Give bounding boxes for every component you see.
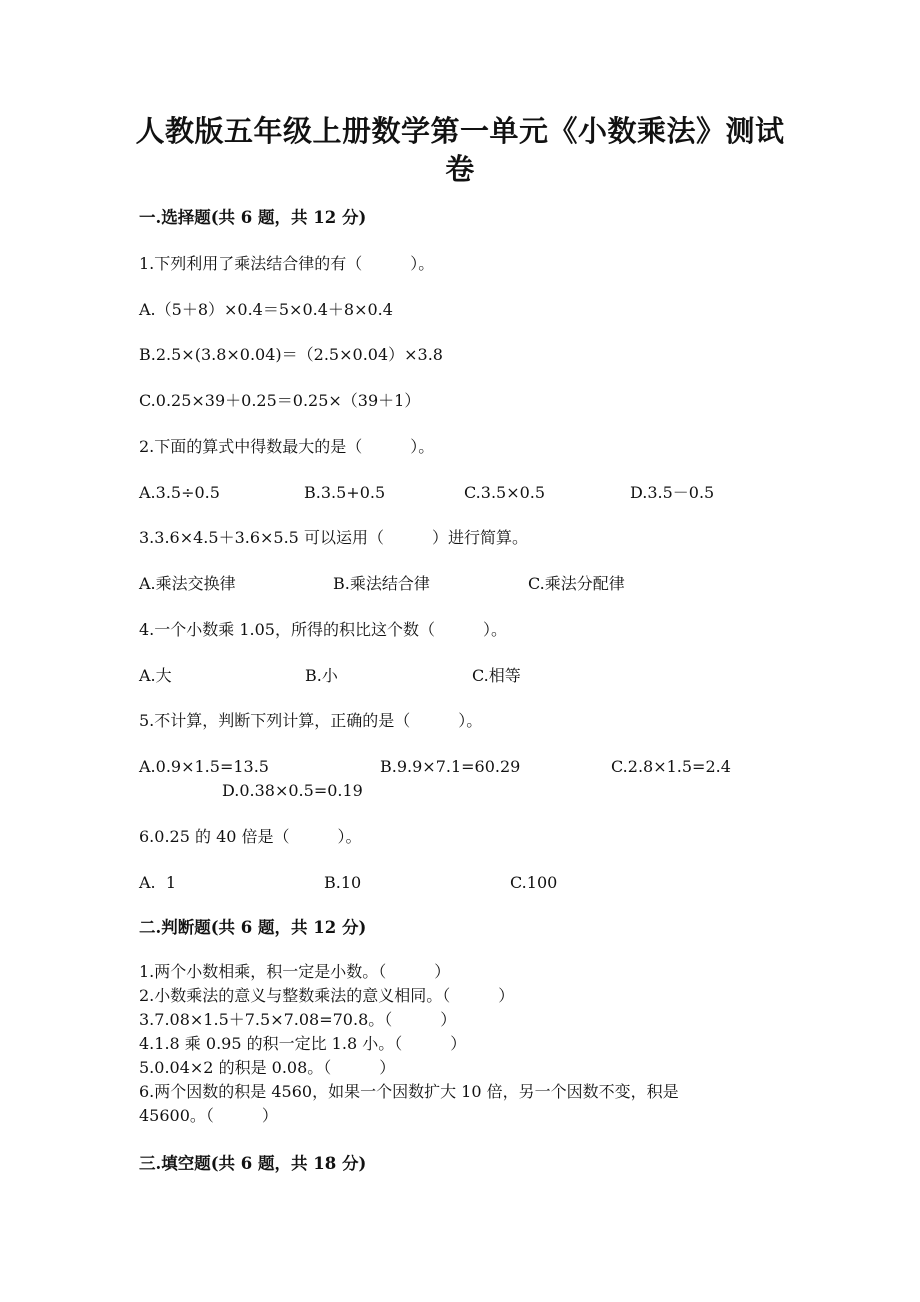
q3-option-a: A.乘法交换律 xyxy=(139,574,236,593)
q6-option-c: C.100 xyxy=(510,873,558,892)
q4-option-b: B.小 xyxy=(305,666,338,685)
judge-item-1: 1.两个小数相乘，积一定是小数。（ ） xyxy=(139,962,451,981)
q6-option-b: B.10 xyxy=(324,873,362,892)
q5-option-c: C.2.8×1.5=2.4 xyxy=(611,757,731,776)
q4-option-a: A.大 xyxy=(139,666,172,685)
q5-option-a: A.0.9×1.5=13.5 xyxy=(139,757,269,776)
q1-option-b: B.2.5×(3.8×0.04)＝（2.5×0.04）×3.8 xyxy=(139,345,443,364)
q5-option-b: B.9.9×7.1=60.29 xyxy=(380,757,521,776)
judge-item-5: 5.0.04×2 的积是 0.08。（ ） xyxy=(139,1058,396,1077)
section-2-heading: 二.判断题(共 6 题，共 12 分) xyxy=(139,918,367,937)
q6-option-a: A. 1 xyxy=(139,873,176,892)
q3-stem: 3.3.6×4.5＋3.6×5.5 可以运用（ ）进行简算。 xyxy=(139,528,528,547)
q1-option-a: A.（5＋8）×0.4＝5×0.4＋8×0.4 xyxy=(139,300,393,319)
q2-option-a: A.3.5÷0.5 xyxy=(139,483,220,502)
q4-option-c: C.相等 xyxy=(472,666,521,685)
q2-option-b: B.3.5+0.5 xyxy=(304,483,386,502)
title-line-2: 卷 xyxy=(445,152,475,186)
q2-option-c: C.3.5×0.5 xyxy=(464,483,546,502)
judge-item-4: 4.1.8 乘 0.95 的积一定比 1.8 小。（ ） xyxy=(139,1034,467,1053)
q4-stem: 4.一个小数乘 1.05，所得的积比这个数（ ）。 xyxy=(139,620,507,639)
q3-option-c: C.乘法分配律 xyxy=(528,574,625,593)
section-1-heading: 一.选择题(共 6 题，共 12 分) xyxy=(139,208,367,227)
exam-title xyxy=(100,112,820,188)
q6-stem: 6.0.25 的 40 倍是（ ）。 xyxy=(139,827,362,846)
judge-item-2: 2.小数乘法的意义与整数乘法的意义相同。（ ） xyxy=(139,986,515,1005)
q1-option-c: C.0.25×39＋0.25＝0.25×（39＋1） xyxy=(139,391,421,410)
q2-stem: 2.下面的算式中得数最大的是（ ）。 xyxy=(139,437,435,456)
q5-stem: 5.不计算，判断下列计算，正确的是（ ）。 xyxy=(139,711,483,730)
q5-option-d: D.0.38×0.5=0.19 xyxy=(222,781,363,800)
q3-option-b: B.乘法结合律 xyxy=(333,574,430,593)
section-3-heading: 三.填空题(共 6 题，共 18 分) xyxy=(139,1154,367,1173)
q1-stem: 1.下列利用了乘法结合律的有（ ）。 xyxy=(139,254,435,273)
q2-option-d: D.3.5－0.5 xyxy=(630,483,715,502)
judge-item-6-line-2: 45600。（ ） xyxy=(139,1106,278,1125)
title-line-1: 人教版五年级上册数学第一单元《小数乘法》测试 xyxy=(135,114,785,148)
judge-item-3: 3.7.08×1.5＋7.5×7.08=70.8。（ ） xyxy=(139,1010,457,1029)
judge-item-6-line-1: 6.两个因数的积是 4560，如果一个因数扩大 10 倍，另一个因数不变，积是 xyxy=(139,1082,679,1101)
